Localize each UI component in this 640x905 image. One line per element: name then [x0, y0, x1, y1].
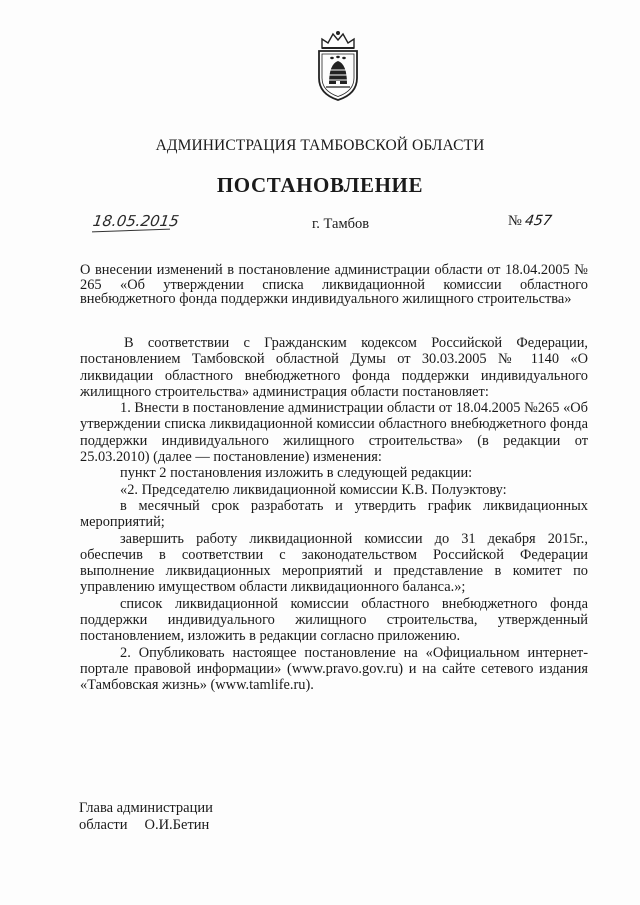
signature-title-line2: области [79, 817, 128, 833]
document-date: 18.05.2015 [91, 212, 181, 230]
document-subject: О внесении изменений в постановление администрации области от 18.04.2005 № 265 «Об утверждении списка ликвидационной комиссии областного внебюджетного фонда поддержки индивидуального жилищного строительства» [80, 262, 588, 307]
signature-title-line1: Глава администрации [79, 800, 213, 816]
organization-name: АДМИНИСТРАЦИЯ ТАМБОВСКОЙ ОБЛАСТИ [155, 137, 485, 154]
preamble-paragraph: В соответствии с Гражданским кодексом Российской Федерации, постановлением Тамбовской областной Думы от 30.03.2005 № 1140 «О ликвидации областного внебюджетного фонда поддержки индивидуального жилищного строительства» администрация области постановляет: [80, 335, 588, 400]
document-type-title: ПОСТАНОВЛЕНИЕ [216, 173, 424, 197]
number-value: 457 [523, 213, 553, 229]
item-1-sub-c: в месячный срок разработать и утвердить график ликвидационных мероприятий; [80, 497, 588, 531]
document-body [80, 335, 588, 694]
item-1-paragraph: 1. Внести в постановление администрации области от 18.04.2005 №265 «Об утверждении списка ликвидационной комиссии областного внебюджетного фонда поддержки индивидуального жилищного строительства» (в редакции от 25.03.2010) (далее — постановление) изменения: [80, 400, 588, 466]
item-1-sub-e: список ликвидационной комиссии областного внебюджетного фонда поддержки индивидуального жилищного строительства, утвержденный постановлением, изложить в редакции согласно приложению. [80, 595, 588, 645]
signatory-name: О.И.Бетин [144, 817, 210, 833]
number-label: № [508, 213, 522, 229]
document-city: г. Тамбов [312, 216, 370, 232]
signature-block [79, 800, 213, 834]
item-1-sub-d: завершить работу ликвидационной комиссии до 31 декабря 2015г., обеспечив в соответствии с законодательством Российской Федерации выполнение ликвидационных мероприятий и представление в комитет по управлению имуществом области ликвидационного баланса.»; [80, 530, 588, 596]
document-number [508, 213, 552, 230]
coat-of-arms-icon [312, 28, 364, 102]
signature-line2 [79, 817, 213, 834]
item-1-sub-a: пункт 2 постановления изложить в следующей редакции: [120, 465, 473, 482]
item-1-sub-b: «2. Председателю ликвидационной комиссии К.В. Полуэктову: [120, 481, 507, 498]
item-2-paragraph: 2. Опубликовать настоящее постановление на «Официальном интернет-портале правовой информации» (www.pravo.gov.ru) и на сайте сетевого издания «Тамбовская жизнь» (www.tamlife.ru). [80, 644, 588, 694]
